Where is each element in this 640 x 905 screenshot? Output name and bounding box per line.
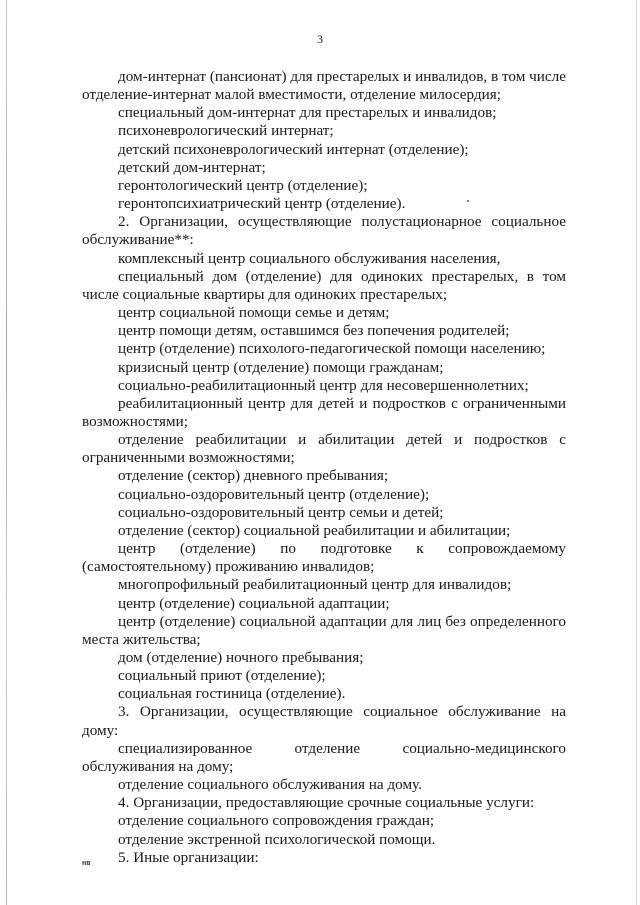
footer-mark: нв (82, 860, 91, 867)
scan-left-edge (6, 0, 7, 905)
scan-speck (467, 200, 469, 202)
paragraph: специализированное отделение социально-медицинского обслуживания на дому; (82, 739, 566, 775)
paragraph: геронтопсихиатрический центр (отделение). (118, 195, 406, 213)
paragraph: центр (отделение) по подготовке к сопровождаемому (самостоятельному) проживанию инвалидов; (82, 540, 566, 576)
paragraph: многопрофильный реабилитационный центр для инвалидов; (118, 576, 512, 594)
document-body (82, 68, 566, 867)
section-heading-4: 4. Организации, предоставляющие срочные социальные услуги: (118, 794, 535, 812)
paragraph: отделение (сектор) социальной реабилитации и абилитации; (118, 521, 511, 539)
paragraph: отделение реабилитации и абилитации детей и подростков с ограниченными возможностями; (82, 431, 566, 467)
paragraph: детский психоневрологический интернат (отделение); (118, 140, 469, 158)
paragraph: реабилитационный центр для детей и подростков с ограниченными возможностями; (82, 394, 566, 430)
paragraph: отделение социального обслуживания на дому. (118, 776, 422, 794)
paragraph: социальный приют (отделение); (118, 667, 326, 685)
paragraph: геронтологический центр (отделение); (118, 176, 368, 194)
section-heading-3: 3. Организации, осуществляющие социальное обслуживание на дому: (82, 703, 566, 739)
section-heading-5: 5. Иные организации: (118, 848, 259, 866)
paragraph: центр социальной помощи семье и детям; (118, 304, 390, 322)
paragraph: центр (отделение) психолого-педагогической помощи населению; (118, 340, 546, 358)
paragraph: дом (отделение) ночного пребывания; (118, 649, 364, 666)
paragraph: центр (отделение) социальной адаптации для лиц без определенного места жительства; (82, 612, 566, 648)
paragraph: дом-интернат (пансионат) для престарелых и инвалидов, в том числе отделение-интернат малой вместимости, отделение милосердия; (82, 68, 566, 104)
paragraph: комплексный центр социального обслуживания населения, (118, 249, 501, 267)
section-heading-2: 2. Организации, осуществляющие полустационарное социальное обслуживание**: (82, 213, 566, 249)
paragraph: центр помощи детям, оставшимся без попечения родителей; (118, 322, 510, 340)
paragraph: социальная гостиница (отделение). (118, 685, 346, 703)
paragraph: отделение экстренной психологической помощи. (118, 830, 436, 848)
paragraph: кризисный центр (отделение) помощи гражданам; (118, 358, 444, 376)
paragraph: социально-оздоровительный центр (отделение); (118, 485, 430, 503)
paragraph: специальный дом (отделение) для одиноких престарелых, в том числе социальные квартиры для одиноких престарелых; (82, 267, 566, 303)
paragraph: специальный дом-интернат для престарелых и инвалидов; (118, 104, 497, 122)
paragraph: центр (отделение) социальной адаптации; (118, 594, 390, 612)
scan-right-edge (636, 0, 637, 905)
paragraph: социально-реабилитационный центр для несовершеннолетних; (118, 376, 529, 394)
paragraph: детский дом-интернат; (118, 158, 266, 176)
paragraph: социально-оздоровительный центр семьи и детей; (118, 503, 444, 521)
paragraph: психоневрологический интернат; (118, 122, 334, 140)
paragraph: отделение (сектор) дневного пребывания; (118, 467, 389, 485)
paragraph: отделение социального сопровождения граждан; (118, 812, 435, 830)
page-number: 3 (317, 32, 323, 46)
